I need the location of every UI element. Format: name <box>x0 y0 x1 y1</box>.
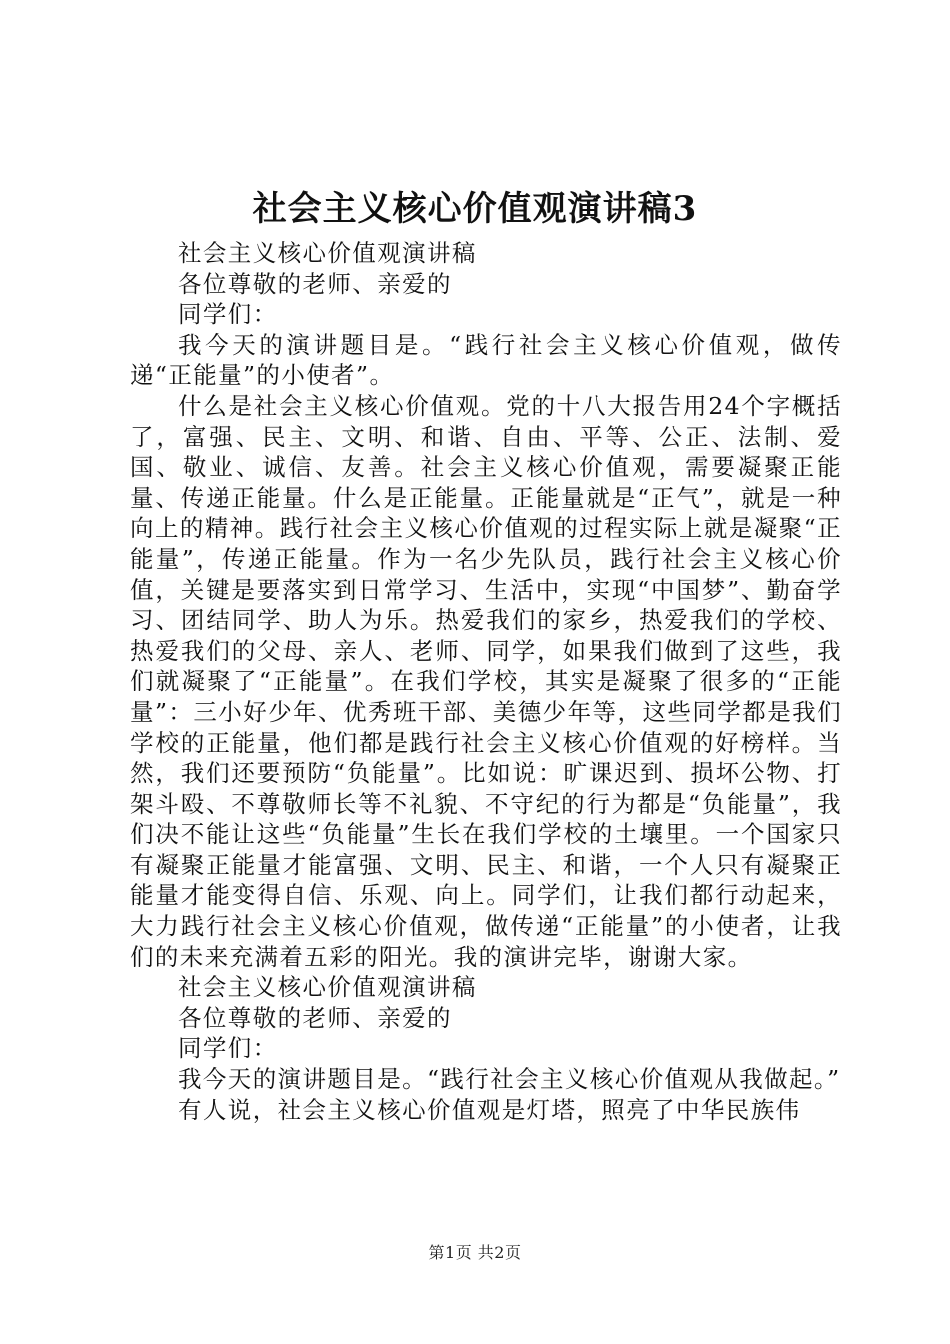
paragraph-speech-heading-2: 社会主义核心价值观演讲稿 <box>178 973 477 1002</box>
document-body <box>130 238 842 1125</box>
document-title: 社会主义核心价值观演讲稿3 <box>252 189 698 229</box>
paragraph-main-body: 什么是社会主义核心价值观。党的十八大报告用24个字概括了，富强、民主、文明、和谐、自由、平等、公正、法制、爱国、敬业、诚信、友善。社会主义核心价值观，需要凝聚正能量、传递正能量。什么是正能量。正能量就是“正气”，就是一种向上的精神。践行社会主义核心价值观的过程实际上就是凝聚“正能量”，传递正能量。作为一名少先队员，践行社会主义核心价值，关键是要落实到日常学习、生活中，实现“中国梦”、勤奋学习、团结同学、助人为乐。热爱我们的家乡，热爱我们的学校、热爱我们的父母、亲人、老师、同学，如果我们做到了这些，我们就凝聚了“正能量”。在我们学校，其实是凝聚了很多的“正能量”：三小好少年、优秀班干部、美德少年等，这些同学都是我们学校的正能量，他们都是践行社会主义核心价值观的好榜样。当然，我们还要预防“负能量”。比如说：旷课迟到、损坏公物、打架斗殴、不尊敬师长等不礼貌、不守纪的行为都是“负能量”，我们决不能让这些“负能量”生长在我们学校的土壤里。一个国家只有凝聚正能量才能富强、文明、民主、和谐，一个人只有凝聚正能量才能变得自信、乐观、向上。同学们，让我们都行动起来，大力践行社会主义核心价值观，做传递“正能量”的小使者，让我们的未来充满着五彩的阳光。我的演讲完毕，谢谢大家。 <box>130 391 842 971</box>
paragraph-greeting: 各位尊敬的老师、亲爱的 <box>178 269 452 298</box>
page-footer: 第1页 共2页 <box>428 1243 522 1262</box>
paragraph-topic: 我今天的演讲题目是。“践行社会主义核心价值观，做传递“正能量”的小使者”。 <box>130 330 842 390</box>
paragraph-body-2: 有人说，社会主义核心价值观是灯塔，照亮了中华民族伟 <box>178 1095 801 1124</box>
paragraph-greeting-2: 各位尊敬的老师、亲爱的 <box>178 1003 452 1032</box>
paragraph-speech-heading: 社会主义核心价值观演讲稿 <box>178 239 477 267</box>
paragraph-topic-2: 我今天的演讲题目是。“践行社会主义核心价值观从我做起。” <box>178 1065 841 1094</box>
paragraph-greeting-students-2: 同学们： <box>178 1034 278 1063</box>
paragraph-greeting-students: 同学们： <box>178 300 278 329</box>
